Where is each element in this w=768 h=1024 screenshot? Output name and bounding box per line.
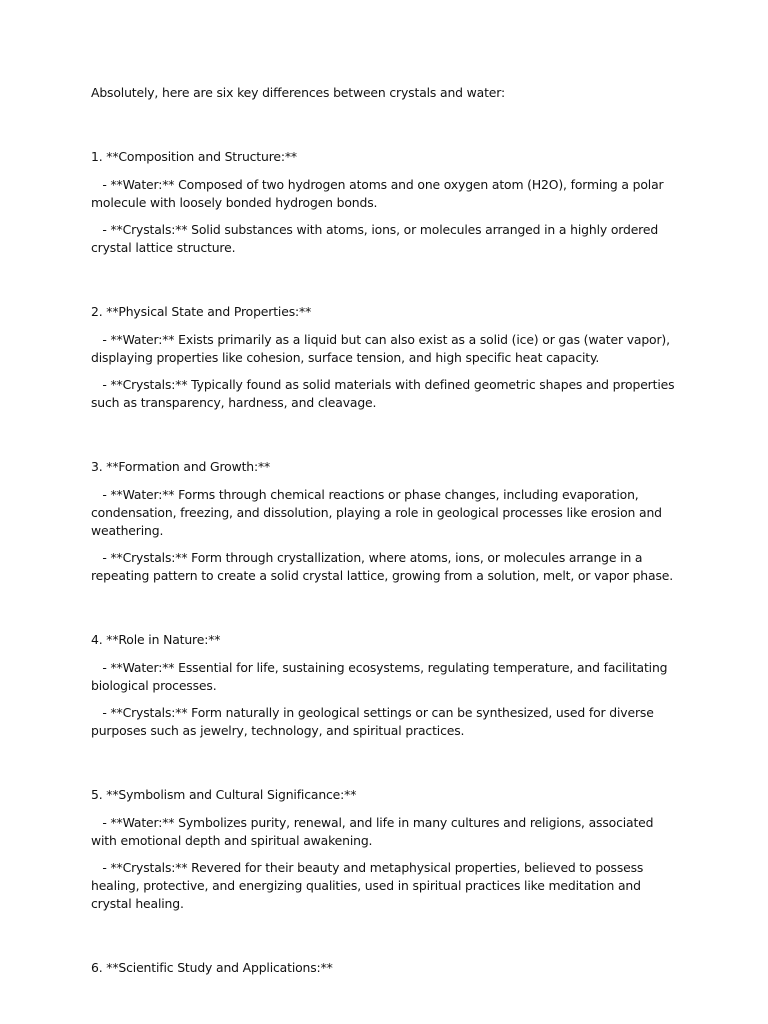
crystals-paragraph: - **Crystals:** Solid substances with atoms, ions, or molecules arranged in a highly ordered crystal lattice structure. [91, 222, 662, 255]
section-heading: 1. **Composition and Structure:** [91, 149, 297, 164]
section-heading: 5. **Symbolism and Cultural Significance:** [91, 787, 357, 802]
section-role-in-nature [91, 631, 682, 740]
crystals-paragraph: - **Crystals:** Typically found as solid materials with defined geometric shapes and properties such as transparency, hardness, and cleavage. [91, 377, 679, 410]
section-composition-structure [91, 148, 682, 257]
section-physical-state [91, 303, 682, 412]
crystals-paragraph: - **Crystals:** Revered for their beauty and metaphysical properties, believed to possess healing, protective, and energizing qualities, used in spiritual practices like meditation and crystal healing. [91, 860, 647, 911]
intro-paragraph: Absolutely, here are six key differences between crystals and water: [91, 85, 506, 100]
section-heading: 4. **Role in Nature:** [91, 632, 221, 647]
section-heading: 3. **Formation and Growth:** [91, 459, 271, 474]
section-symbolism [91, 786, 682, 913]
section-formation-growth [91, 458, 682, 585]
crystals-paragraph: - **Crystals:** Form through crystallization, where atoms, ions, or molecules arrange in a repeating pattern to create a solid crystal lattice, growing from a solution, melt, or vapor phase. [91, 550, 674, 583]
section-heading: 2. **Physical State and Properties:** [91, 304, 312, 319]
water-paragraph: - **Water:** Exists primarily as a liquid but can also exist as a solid (ice) or gas (water vapor), displaying properties like cohesion, surface tension, and high specific heat capacity. [91, 332, 674, 365]
crystals-paragraph: - **Crystals:** Form naturally in geological settings or can be synthesized, used for diverse purposes such as jewelry, technology, and spiritual practices. [91, 705, 658, 738]
water-paragraph: - **Water:** Composed of two hydrogen atoms and one oxygen atom (H2O), forming a polar molecule with loosely bonded hydrogen bonds. [91, 177, 668, 210]
section-heading: 6. **Scientific Study and Applications:** [91, 960, 333, 975]
section-scientific-study [91, 959, 682, 977]
water-paragraph: - **Water:** Essential for life, sustaining ecosystems, regulating temperature, and facilitating biological processes. [91, 660, 672, 693]
water-paragraph: - **Water:** Forms through chemical reactions or phase changes, including evaporation, condensation, freezing, and dissolution, playing a role in geological processes like erosion and weathering. [91, 487, 666, 538]
water-paragraph: - **Water:** Symbolizes purity, renewal, and life in many cultures and religions, associated with emotional depth and spiritual awakening. [91, 815, 658, 848]
